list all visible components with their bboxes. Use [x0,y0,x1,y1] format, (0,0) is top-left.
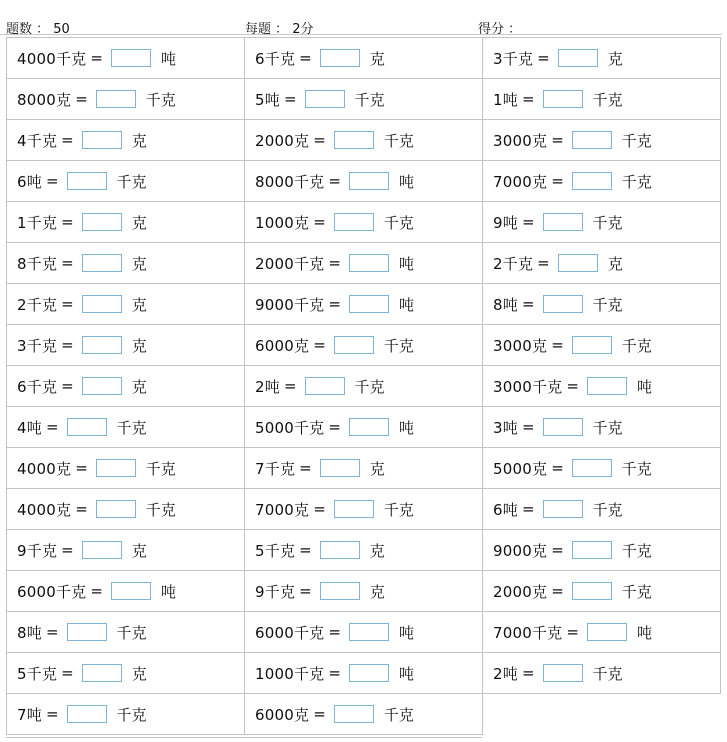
equals-sign: = [566,377,579,395]
equals-sign: = [328,172,341,190]
question-text: 7000千克 [493,623,563,642]
question-item [7,284,245,325]
answer-input[interactable] [543,500,583,518]
question-item [245,120,483,161]
question-text: 9000千克 [255,295,325,314]
target-unit: 千克 [383,500,414,519]
worksheet-header [0,0,727,36]
equals-sign: = [90,49,103,67]
equals-sign: = [328,295,341,313]
question-text: 8千克 [17,254,58,273]
question-item [483,38,721,79]
answer-input[interactable] [67,705,107,723]
answer-input[interactable] [349,254,389,272]
header-divider [0,34,722,35]
question-item [483,448,721,489]
equals-sign: = [521,418,535,436]
target-unit: 千克 [145,90,176,109]
answer-input[interactable] [558,49,598,67]
question-count: 题数 ： 50 [6,22,70,37]
equals-sign: = [90,582,103,600]
target-unit: 千克 [145,459,176,478]
question-text: 7000克 [255,500,310,519]
answer-input[interactable] [543,213,583,231]
answer-input[interactable] [82,295,122,313]
answer-input[interactable] [349,664,389,682]
question-text: 9千克 [17,541,58,560]
question-item [7,571,245,612]
question-item [7,530,245,571]
question-text: 6千克 [255,49,296,68]
equals-sign: = [75,500,88,518]
answer-input[interactable] [572,131,612,149]
target-unit: 千克 [621,582,652,601]
target-unit: 克 [131,131,147,150]
target-unit: 千克 [621,541,652,560]
target-unit: 吨 [160,49,176,68]
target-unit: 克 [369,459,385,478]
target-unit: 克 [131,213,147,232]
question-text: 8吨 [493,295,518,314]
target-unit: 克 [131,664,147,683]
answer-input[interactable] [349,295,389,313]
question-text: 4千克 [17,131,58,150]
question-item [245,202,483,243]
question-text: 2000克 [493,582,548,601]
answer-input[interactable] [82,664,122,682]
question-item [483,120,721,161]
target-unit: 千克 [592,213,623,232]
question-text: 3000千克 [493,377,563,396]
question-text: 2000千克 [255,254,325,273]
question-item [245,571,483,612]
equals-sign: = [61,541,74,559]
question-item [7,694,245,735]
target-unit: 克 [607,49,623,68]
equals-sign: = [299,582,312,600]
question-text: 6000克 [255,336,310,355]
question-text: 1000克 [255,213,310,232]
target-unit: 千克 [383,336,414,355]
target-unit: 克 [369,582,385,601]
question-item [245,38,483,79]
target-unit: 千克 [116,623,147,642]
question-text: 6吨 [17,172,42,191]
question-item [245,448,483,489]
answer-input[interactable] [82,131,122,149]
answer-input[interactable] [334,213,374,231]
question-text: 4000克 [17,500,72,519]
question-text: 3千克 [493,49,534,68]
answer-input[interactable] [82,377,122,395]
answer-input[interactable] [543,664,583,682]
answer-input[interactable] [320,582,360,600]
equals-sign: = [551,131,564,149]
question-item [7,407,245,448]
equals-sign: = [61,664,74,682]
equals-sign: = [328,418,341,436]
question-item [483,202,721,243]
question-text: 6吨 [493,500,518,519]
answer-input[interactable] [305,377,345,395]
answer-input[interactable] [558,254,598,272]
answer-input[interactable] [334,131,374,149]
question-text: 3吨 [493,418,518,437]
answer-input[interactable] [96,90,136,108]
equals-sign: = [521,213,535,231]
answer-input[interactable] [82,541,122,559]
equals-sign: = [61,377,74,395]
target-unit: 克 [131,295,147,314]
answer-input[interactable] [82,336,122,354]
question-item [483,161,721,202]
answer-input[interactable] [96,500,136,518]
question-item [483,653,721,694]
question-text: 7000克 [493,172,548,191]
answer-input[interactable] [572,459,612,477]
target-unit: 千克 [621,131,652,150]
equals-sign: = [299,459,312,477]
equals-sign: = [313,336,326,354]
equals-sign: = [521,90,535,108]
equals-sign: = [566,623,579,641]
equals-sign: = [75,459,88,477]
question-item [7,38,245,79]
equals-sign: = [299,541,312,559]
question-item [7,612,245,653]
target-unit: 克 [369,49,385,68]
question-item [245,489,483,530]
question-item [483,612,721,653]
question-item [245,243,483,284]
target-unit: 吨 [398,172,414,191]
question-item [483,79,721,120]
target-unit: 吨 [160,582,176,601]
answer-input[interactable] [587,377,627,395]
question-item [245,79,483,120]
answer-input[interactable] [82,213,122,231]
equals-sign: = [313,500,326,518]
target-unit: 千克 [354,377,385,396]
answer-input[interactable] [349,623,389,641]
question-item [483,366,721,407]
answer-input[interactable] [587,623,627,641]
question-text: 6000克 [255,705,310,724]
equals-sign: = [45,705,59,723]
target-unit: 克 [369,541,385,560]
answer-input[interactable] [111,582,151,600]
answer-input[interactable] [67,623,107,641]
equals-sign: = [313,705,326,723]
target-unit: 克 [131,377,147,396]
target-unit: 千克 [116,172,147,191]
equals-sign: = [521,295,535,313]
target-unit: 吨 [636,623,652,642]
equals-sign: = [328,254,341,272]
equals-sign: = [537,49,550,67]
grid-bottom-border [6,737,482,738]
question-text: 5吨 [255,90,280,109]
target-unit: 千克 [592,500,623,519]
question-text: 5千克 [17,664,58,683]
question-item [245,366,483,407]
question-text: 8吨 [17,623,42,642]
target-unit: 千克 [145,500,176,519]
answer-input[interactable] [349,418,389,436]
answer-input[interactable] [305,90,345,108]
answer-input[interactable] [543,295,583,313]
target-unit: 千克 [621,172,652,191]
target-unit: 吨 [398,295,414,314]
equals-sign: = [328,664,341,682]
equals-sign: = [45,418,59,436]
equals-sign: = [551,541,564,559]
target-unit: 克 [131,541,147,560]
equals-sign: = [61,295,74,313]
equals-sign: = [61,336,74,354]
question-item [483,284,721,325]
question-text: 9千克 [255,582,296,601]
question-item [7,653,245,694]
question-text: 2000克 [255,131,310,150]
question-text: 5000千克 [255,418,325,437]
question-text: 6千克 [17,377,58,396]
question-item [483,571,721,612]
question-item [7,489,245,530]
answer-input[interactable] [320,459,360,477]
question-item [483,243,721,284]
answer-input[interactable] [67,418,107,436]
target-unit: 千克 [621,459,652,478]
equals-sign: = [521,664,535,682]
question-text: 3000克 [493,336,548,355]
question-text: 5000克 [493,459,548,478]
question-item [245,653,483,694]
target-unit: 千克 [116,705,147,724]
target-unit: 千克 [383,131,414,150]
question-item [245,161,483,202]
question-item [483,325,721,366]
answer-input[interactable] [96,459,136,477]
question-text: 4000克 [17,459,72,478]
equals-sign: = [299,49,312,67]
equals-sign: = [551,336,564,354]
question-text: 1吨 [493,90,518,109]
question-item [245,284,483,325]
question-item [245,407,483,448]
answer-input[interactable] [349,172,389,190]
target-unit: 吨 [398,623,414,642]
question-text: 5千克 [255,541,296,560]
equals-sign: = [45,623,59,641]
question-text: 6000千克 [17,582,87,601]
target-unit: 千克 [383,213,414,232]
equals-sign: = [521,500,535,518]
question-item [245,530,483,571]
empty-cell [483,694,721,735]
answer-input[interactable] [334,500,374,518]
question-item [245,325,483,366]
answer-input[interactable] [82,254,122,272]
question-item [7,325,245,366]
target-unit: 吨 [636,377,652,396]
target-unit: 千克 [383,705,414,724]
question-text: 8000克 [17,90,72,109]
equals-sign: = [313,131,326,149]
question-item [7,448,245,489]
answer-input[interactable] [572,336,612,354]
question-text: 3000克 [493,131,548,150]
equals-sign: = [75,90,88,108]
equals-sign: = [551,459,564,477]
target-unit: 千克 [592,418,623,437]
question-item [483,530,721,571]
question-text: 7千克 [255,459,296,478]
equals-sign: = [61,213,74,231]
score-label: 得分 ： [478,22,522,37]
answer-input[interactable] [320,49,360,67]
target-unit: 千克 [621,336,652,355]
target-unit: 千克 [592,90,623,109]
target-unit: 千克 [116,418,147,437]
equals-sign: = [537,254,550,272]
question-item [7,243,245,284]
question-text: 1000千克 [255,664,325,683]
question-item [7,120,245,161]
equals-sign: = [283,377,297,395]
question-text: 7吨 [17,705,42,724]
question-item [7,79,245,120]
answer-input[interactable] [572,172,612,190]
question-text: 6000千克 [255,623,325,642]
question-text: 8000千克 [255,172,325,191]
question-item [483,407,721,448]
question-item [7,202,245,243]
question-text: 4吨 [17,418,42,437]
question-text: 1千克 [17,213,58,232]
question-text: 4000千克 [17,49,87,68]
question-text: 9吨 [493,213,518,232]
question-text: 2千克 [493,254,534,273]
answer-input[interactable] [67,172,107,190]
target-unit: 克 [131,254,147,273]
target-unit: 千克 [592,295,623,314]
target-unit: 吨 [398,664,414,683]
question-text: 9000克 [493,541,548,560]
equals-sign: = [551,582,564,600]
question-item [245,694,483,735]
question-text: 2吨 [255,377,280,396]
target-unit: 千克 [354,90,385,109]
question-item [245,612,483,653]
points-per-question: 每题 ： 2分 [245,22,314,37]
target-unit: 克 [131,336,147,355]
target-unit: 吨 [398,254,414,273]
answer-input[interactable] [111,49,151,67]
target-unit: 吨 [398,418,414,437]
question-text: 2吨 [493,664,518,683]
equals-sign: = [45,172,59,190]
equals-sign: = [551,172,564,190]
answer-input[interactable] [334,705,374,723]
equals-sign: = [313,213,326,231]
answer-input[interactable] [320,541,360,559]
question-text: 3千克 [17,336,58,355]
answer-input[interactable] [572,582,612,600]
question-item [7,366,245,407]
answer-input[interactable] [543,418,583,436]
equals-sign: = [283,90,297,108]
equals-sign: = [61,131,74,149]
target-unit: 千克 [592,664,623,683]
answer-input[interactable] [334,336,374,354]
question-text: 2千克 [17,295,58,314]
target-unit: 克 [607,254,623,273]
answer-input[interactable] [572,541,612,559]
equals-sign: = [61,254,74,272]
question-item [7,161,245,202]
question-grid [6,37,721,735]
question-item [483,489,721,530]
answer-input[interactable] [543,90,583,108]
equals-sign: = [328,623,341,641]
